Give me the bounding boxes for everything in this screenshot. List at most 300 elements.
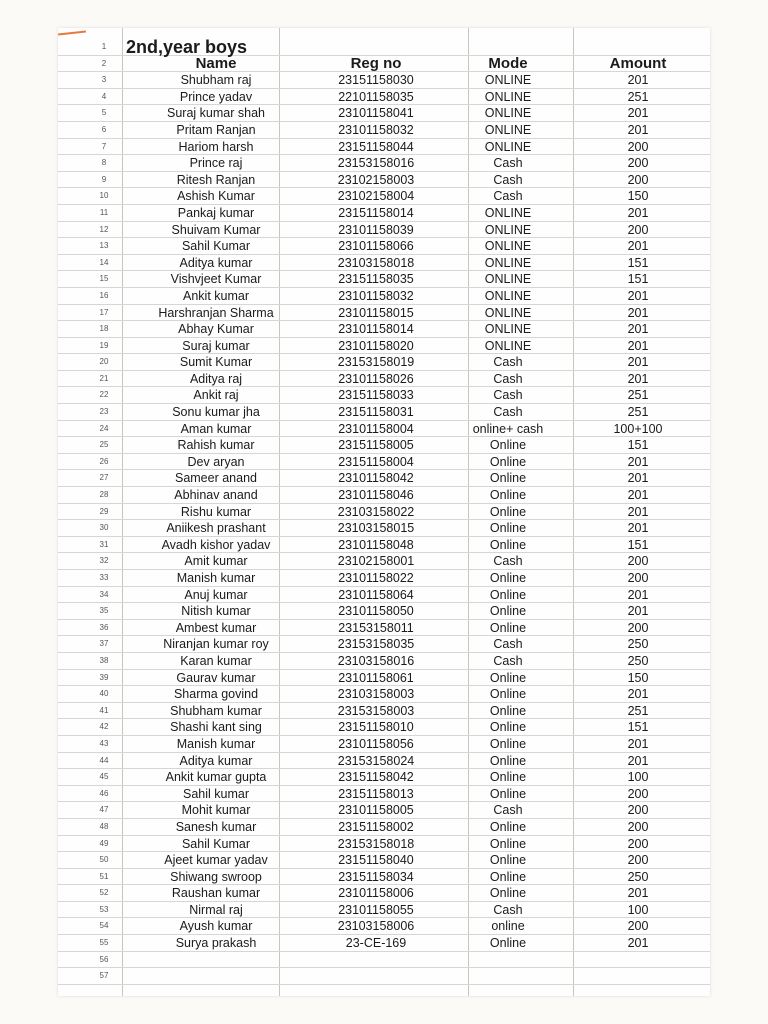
row-number: 45	[99, 772, 109, 782]
cell-mode: ONLINE	[484, 205, 532, 220]
row-number: 16	[99, 290, 109, 300]
cell-name: Manish kumar	[176, 571, 256, 585]
cell-reg-no: 23101158046	[338, 488, 414, 503]
cell-mode: Online	[489, 670, 527, 685]
table-row	[58, 504, 710, 521]
cell-reg-no: 23151158042	[338, 770, 414, 785]
cell-amount: 151	[627, 720, 649, 735]
cell-amount: 100	[627, 902, 649, 917]
cell-reg-no: 23101158066	[338, 239, 414, 254]
row-number: 18	[99, 324, 109, 334]
cell-name: Avadh kishor yadav	[161, 537, 271, 552]
table-row	[58, 387, 710, 404]
cell-mode: ONLINE	[484, 122, 532, 137]
cell-name: Aditya raj	[189, 371, 243, 386]
cell-reg-no: 23153158016	[337, 156, 415, 171]
row-number: 49	[99, 838, 109, 848]
cell-reg-no: 23101158032	[338, 122, 414, 137]
cell-amount: 151	[627, 272, 649, 287]
row-number: 41	[99, 705, 109, 715]
row-number: 52	[99, 888, 109, 898]
cell-amount: 201	[627, 604, 649, 619]
cell-reg-no: 23101158005	[338, 803, 414, 818]
row-number: 36	[99, 622, 109, 632]
table-row	[58, 89, 710, 106]
cell-amount: 250	[627, 653, 649, 668]
table-row	[58, 205, 710, 222]
cell-name: Sonu kumar jha	[172, 405, 260, 420]
table-row	[58, 603, 710, 620]
cell-name: Ankit kumar	[183, 288, 249, 303]
row-number: 51	[99, 871, 109, 881]
cell-name: Shashi kant sing	[170, 720, 262, 735]
cell-amount: 201	[627, 753, 649, 768]
cell-reg-no: 23102158001	[337, 554, 415, 569]
cell-mode: ONLINE	[484, 222, 532, 237]
table-row	[58, 305, 710, 322]
row-number: 11	[99, 207, 109, 217]
table-row	[58, 968, 710, 985]
cell-name: Niranjan kumar roy	[163, 637, 269, 652]
cell-mode: Online	[489, 438, 527, 453]
cell-amount: 201	[627, 504, 649, 519]
cell-name: Sameer anand	[174, 471, 257, 486]
row-number: 7	[101, 141, 107, 151]
row-number: 37	[99, 639, 109, 649]
cell-amount: 251	[627, 388, 649, 403]
row-number: 22	[99, 390, 109, 400]
cell-reg-no: 23-CE-169	[345, 936, 407, 951]
cell-reg-no: 23101158026	[338, 371, 414, 386]
cell-reg-no: 23101158004	[338, 421, 414, 436]
cell-name: Ankit kumar gupta	[165, 770, 267, 785]
cell-name: Harshranjan Sharma	[158, 305, 274, 320]
cell-mode: ONLINE	[484, 305, 532, 320]
cell-amount: 201	[627, 338, 649, 353]
cell-reg-no: 23151158005	[338, 438, 414, 453]
cell-reg-no: 23102158004	[337, 189, 415, 204]
table-row	[58, 935, 710, 952]
row-number: 20	[99, 357, 109, 367]
cell-reg-no: 23101158042	[338, 471, 414, 486]
table-row	[58, 437, 710, 454]
cell-mode: Online	[489, 836, 527, 851]
row-number: 43	[99, 738, 109, 748]
cell-name: Shubham raj	[180, 73, 252, 88]
row-number: 33	[99, 573, 109, 582]
cell-amount: 151	[627, 537, 649, 552]
cell-reg-no: 23101158020	[338, 338, 414, 353]
cell-name: Rahish kumar	[177, 438, 255, 453]
row-number: 12	[99, 224, 109, 234]
row-number: 9	[101, 174, 107, 184]
row-number: 54	[99, 921, 109, 931]
cell-amount: 201	[627, 106, 649, 121]
cell-reg-no: 23151158014	[338, 205, 414, 220]
table-row	[58, 537, 710, 554]
row-number: 23	[99, 407, 109, 417]
cell-mode: Online	[489, 504, 527, 519]
cell-mode: Cash	[493, 189, 523, 204]
row-number: 25	[99, 440, 109, 450]
table-row	[58, 122, 710, 139]
cell-mode: ONLINE	[484, 272, 532, 287]
cell-reg-no: 23151158031	[338, 405, 414, 420]
cell-reg-no: 23101158022	[338, 571, 414, 585]
cell-amount: 201	[627, 73, 649, 88]
row-number: 39	[99, 672, 109, 682]
sheet-title: 2nd,year boys	[126, 37, 248, 57]
cell-mode: Cash	[493, 653, 523, 668]
cell-mode: Online	[489, 736, 527, 751]
cell-reg-no: 23151158044	[338, 139, 414, 154]
cell-reg-no: 23103158022	[337, 504, 415, 519]
row-number: 55	[99, 938, 109, 948]
row-number: 27	[99, 473, 109, 483]
table-row	[58, 885, 710, 902]
cell-amount: 201	[627, 521, 649, 536]
cell-reg-no: 23153158019	[337, 355, 415, 370]
cell-name: Aman kumar	[180, 421, 252, 436]
cell-name: Ashish Kumar	[177, 189, 255, 204]
cell-mode: Online	[489, 537, 527, 552]
cell-amount: 200	[627, 786, 649, 801]
cell-mode: Online	[489, 853, 527, 868]
table-row	[58, 321, 710, 338]
cell-amount: 201	[627, 936, 649, 951]
table-row	[58, 553, 710, 570]
row-number: 32	[99, 556, 109, 566]
table-row	[58, 703, 710, 720]
cell-reg-no: 23103158015	[337, 521, 415, 536]
title-row	[58, 39, 710, 56]
cell-amount: 150	[627, 670, 649, 685]
cell-mode: Online	[489, 703, 527, 718]
cell-mode: ONLINE	[484, 106, 532, 121]
row-number: 57	[99, 971, 109, 981]
cell-mode: Online	[489, 720, 527, 735]
table-row	[58, 105, 710, 122]
cell-amount: 200	[627, 803, 649, 818]
cell-amount: 201	[627, 454, 649, 469]
table-row	[58, 371, 710, 388]
cell-amount: 200	[627, 919, 649, 934]
cell-reg-no: 23103158003	[337, 687, 415, 702]
row-number: 5	[101, 108, 107, 118]
row-number: 40	[99, 689, 109, 699]
table-row	[58, 869, 710, 886]
cell-name: Ambest kumar	[175, 620, 257, 635]
cell-mode: online	[491, 919, 525, 934]
cell-reg-no: 23101158056	[338, 736, 414, 751]
cell-amount: 250	[627, 637, 649, 652]
cell-mode: ONLINE	[484, 139, 532, 154]
cell-amount: 200	[627, 156, 649, 171]
cell-reg-no: 23153158018	[337, 836, 415, 851]
cell-name: Abhinav anand	[174, 488, 258, 503]
table-row	[58, 736, 710, 753]
cell-amount: 201	[627, 122, 649, 137]
table-row	[58, 902, 710, 919]
cell-name: Ajeet kumar yadav	[164, 853, 268, 868]
row-number: 56	[99, 954, 109, 964]
row-number: 13	[99, 241, 109, 251]
cell-name: Suraj kumar	[182, 338, 250, 353]
cell-amount: 251	[627, 405, 649, 420]
table-row	[58, 487, 710, 504]
cell-amount: 200	[627, 172, 649, 187]
cell-name: Hariom harsh	[178, 139, 254, 154]
cell-mode: online+ cash	[472, 421, 544, 436]
cell-amount: 201	[627, 488, 649, 503]
cell-amount: 201	[627, 322, 649, 337]
table-row	[58, 354, 710, 371]
row-number: 6	[101, 124, 107, 134]
table-row	[58, 719, 710, 736]
cell-reg-no: 23153158011	[338, 620, 414, 635]
row-number: 31	[99, 539, 109, 549]
cell-amount: 200	[627, 836, 649, 851]
row-number: 44	[99, 755, 109, 765]
cell-reg-no: 23101158064	[338, 587, 414, 602]
cell-name: Karan kumar	[180, 653, 252, 668]
cell-mode: Cash	[493, 405, 523, 420]
table-row	[58, 753, 710, 770]
cell-amount: 150	[627, 189, 649, 204]
cell-mode: Online	[489, 869, 527, 884]
cell-name: Gaurav kumar	[176, 670, 256, 685]
cell-mode: Online	[489, 819, 527, 834]
cell-mode: Online	[489, 753, 527, 768]
row-number: 38	[99, 655, 109, 665]
table-row	[58, 404, 710, 421]
cell-name: Prince yadav	[179, 89, 253, 104]
cell-name: Ankit raj	[193, 388, 239, 403]
cell-reg-no: 23151158033	[338, 388, 414, 403]
cell-mode: Cash	[493, 172, 523, 187]
data-table	[58, 39, 710, 985]
row-number: 2	[101, 58, 107, 68]
header-reg-no: Reg no	[350, 54, 402, 72]
table-row	[58, 686, 710, 703]
table-row	[58, 786, 710, 803]
cell-mode: ONLINE	[484, 89, 532, 104]
cell-name: Pritam Ranjan	[176, 122, 256, 137]
row-number: 48	[99, 821, 109, 831]
cell-name: Abhay Kumar	[178, 322, 254, 337]
cell-amount: 201	[627, 288, 649, 303]
row-number: 4	[101, 91, 107, 101]
table-row	[58, 952, 710, 969]
cell-reg-no: 23151158004	[338, 454, 414, 469]
cell-mode: Cash	[493, 554, 523, 569]
cell-amount: 201	[627, 355, 649, 370]
cell-amount: 200	[627, 139, 649, 154]
cell-mode: Online	[489, 886, 527, 901]
row-number: 42	[99, 722, 109, 732]
row-number: 34	[99, 589, 109, 599]
row-number: 19	[99, 340, 109, 350]
table-row	[58, 570, 710, 587]
table-row	[58, 918, 710, 935]
table-row	[58, 421, 710, 438]
row-number: 35	[99, 606, 109, 616]
cell-amount: 200	[627, 620, 649, 635]
cell-name: Dev aryan	[187, 454, 245, 469]
row-number: 53	[99, 904, 109, 914]
cell-amount: 200	[627, 554, 649, 569]
table-row	[58, 172, 710, 189]
cell-mode: Cash	[493, 637, 523, 652]
cell-reg-no: 23102158003	[337, 172, 415, 187]
cell-mode: Cash	[493, 803, 523, 818]
cell-reg-no: 23101158050	[338, 604, 414, 619]
cell-amount: 200	[627, 819, 649, 834]
table-row	[58, 139, 710, 156]
cell-mode: Online	[489, 488, 527, 503]
cell-name: Shubham kumar	[170, 703, 262, 718]
cell-amount: 200	[627, 571, 649, 585]
table-row	[58, 769, 710, 786]
cell-amount: 201	[627, 736, 649, 751]
table-row	[58, 155, 710, 172]
cell-mode: ONLINE	[484, 239, 532, 254]
cell-name: Rishu kumar	[180, 504, 252, 519]
cell-mode: ONLINE	[484, 322, 532, 337]
spreadsheet-printout	[58, 28, 710, 996]
cell-mode: Online	[489, 604, 527, 619]
cell-name: Manish kumar	[176, 736, 256, 751]
cell-reg-no: 23151158010	[338, 720, 414, 735]
cell-mode: Cash	[493, 371, 523, 386]
cell-name: Amit kumar	[184, 554, 248, 569]
cell-reg-no: 23101158055	[338, 902, 414, 917]
cell-name: Sahil Kumar	[181, 836, 251, 851]
cell-reg-no: 23103158016	[337, 653, 415, 668]
cell-reg-no: 23103158018	[337, 255, 415, 270]
cell-amount: 201	[627, 587, 649, 602]
row-number: 8	[101, 158, 107, 168]
cell-reg-no: 23151158013	[338, 786, 414, 801]
cell-reg-no: 23101158039	[338, 222, 414, 237]
cell-mode: ONLINE	[484, 73, 532, 88]
cell-mode: Online	[489, 571, 527, 585]
cell-mode: ONLINE	[484, 255, 532, 270]
cell-amount: 251	[627, 89, 649, 104]
cell-name: Raushan kumar	[171, 886, 261, 901]
table-row	[58, 802, 710, 819]
pen-mark	[58, 31, 86, 36]
row-number: 26	[99, 456, 109, 466]
cell-mode: Online	[489, 471, 527, 486]
cell-amount: 100	[627, 770, 649, 785]
cell-reg-no: 23151158035	[338, 272, 414, 287]
table-row	[58, 620, 710, 637]
row-number: 21	[99, 373, 109, 383]
cell-name: Prince raj	[189, 156, 243, 171]
cell-reg-no: 22101158035	[338, 89, 414, 104]
cell-name: Aditya kumar	[179, 753, 253, 768]
cell-reg-no: 23151158034	[338, 869, 414, 884]
cell-reg-no: 23101158015	[338, 305, 414, 320]
cell-amount: 201	[627, 886, 649, 901]
cell-mode: Online	[489, 521, 527, 536]
cell-reg-no: 23151158030	[338, 73, 414, 88]
table-row	[58, 271, 710, 288]
cell-mode: Cash	[493, 902, 523, 917]
cell-reg-no: 23101158048	[338, 537, 414, 552]
cell-name: Vishvjeet Kumar	[170, 272, 262, 287]
row-number: 24	[99, 423, 109, 433]
cell-reg-no: 23151158002	[338, 819, 414, 834]
cell-reg-no: 23153158024	[337, 753, 415, 768]
cell-mode: Cash	[493, 355, 523, 370]
table-row	[58, 222, 710, 239]
header-row	[58, 56, 710, 73]
cell-amount: 250	[627, 869, 649, 884]
table-row	[58, 470, 710, 487]
cell-amount: 201	[627, 205, 649, 220]
row-number: 10	[99, 191, 109, 201]
cell-name: Aditya kumar	[179, 255, 253, 270]
cell-amount: 200	[627, 222, 649, 237]
cell-reg-no: 23101158014	[338, 322, 414, 337]
cell-name: Mohit kumar	[181, 803, 251, 818]
row-number: 1	[101, 42, 107, 51]
row-number: 29	[99, 506, 109, 516]
cell-reg-no: 23101158041	[338, 106, 414, 121]
row-number: 30	[99, 523, 109, 533]
table-row	[58, 636, 710, 653]
row-number: 50	[99, 855, 109, 865]
table-row	[58, 188, 710, 205]
table-row	[58, 288, 710, 305]
cell-amount: 251	[627, 703, 649, 718]
cell-reg-no: 23101158032	[338, 288, 414, 303]
cell-name: Shiwang swroop	[170, 869, 262, 884]
table-row	[58, 587, 710, 604]
cell-amount: 200	[627, 853, 649, 868]
row-number: 28	[99, 490, 109, 500]
table-row	[58, 72, 710, 89]
table-row	[58, 520, 710, 537]
header-amount: Amount	[609, 54, 667, 72]
cell-mode: ONLINE	[484, 288, 532, 303]
cell-name: Sumit Kumar	[179, 355, 253, 370]
cell-amount: 201	[627, 305, 649, 320]
cell-mode: Online	[489, 454, 527, 469]
cell-reg-no: 23151158040	[338, 853, 414, 868]
cell-amount: 151	[627, 438, 649, 453]
table-row	[58, 852, 710, 869]
table-row	[58, 338, 710, 355]
cell-reg-no: 23153158003	[337, 703, 415, 718]
row-number: 47	[99, 805, 109, 815]
cell-amount: 100+100	[613, 421, 663, 436]
cell-name: Nirmal raj	[189, 902, 243, 917]
row-number: 14	[99, 257, 109, 267]
cell-reg-no: 23103158006	[337, 919, 415, 934]
table-row	[58, 819, 710, 836]
cell-name: Aniikesh prashant	[166, 521, 266, 536]
table-row	[58, 670, 710, 687]
cell-mode: Online	[489, 587, 527, 602]
cell-name: Ayush kumar	[179, 919, 253, 934]
cell-amount: 201	[627, 471, 649, 486]
row-number: 17	[99, 307, 109, 317]
cell-mode: Online	[489, 687, 527, 702]
cell-amount: 201	[627, 239, 649, 254]
